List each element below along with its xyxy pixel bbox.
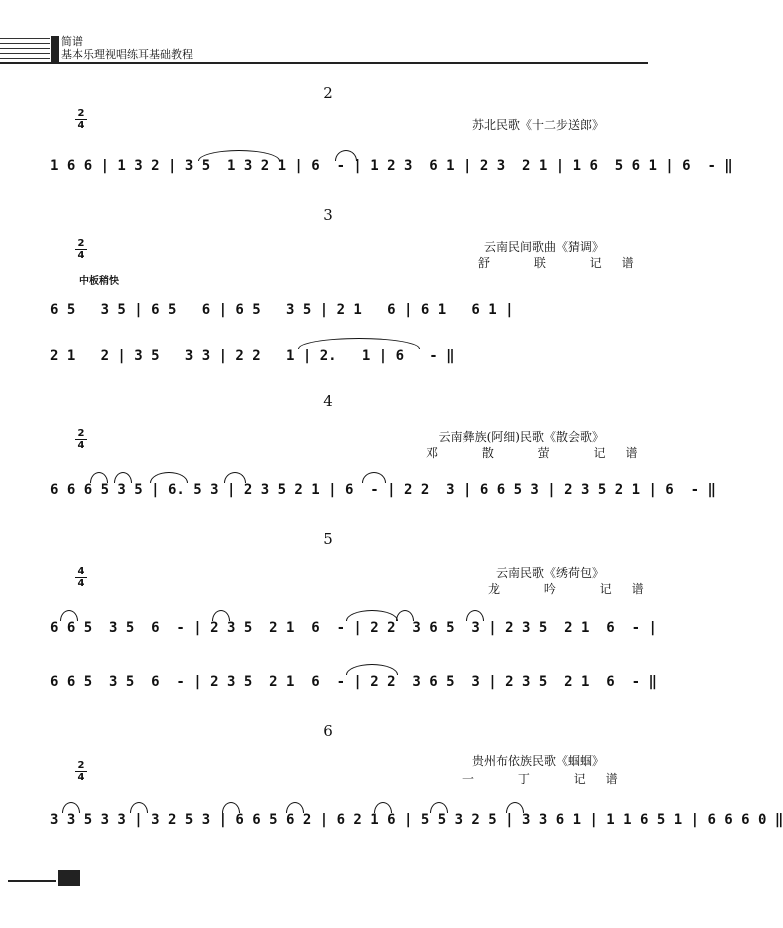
slur [150, 472, 188, 483]
time-signature: 2 4 [75, 760, 87, 783]
slur [335, 150, 357, 161]
slur [224, 472, 246, 483]
time-signature: 2 4 [75, 428, 87, 451]
slur [466, 610, 484, 621]
recorder: 一 丁 记谱 [462, 772, 638, 786]
page-number-block [58, 870, 80, 886]
header-title-1: 简谱 [61, 35, 83, 48]
notes: 6 6 5 3 5 6 - | 2 3 5 2 1 6 - | 2 2 3 6 5 3 | 2 3 5 2 1 6 - | [50, 620, 657, 636]
piece-number: 3 [323, 206, 333, 224]
source-title: 云南彝族(阿细)民歌《散会歌》 [438, 430, 604, 444]
notation-line [50, 338, 600, 382]
notation-line [50, 610, 657, 654]
notation-line [50, 472, 716, 516]
slur [396, 610, 414, 621]
source-title: 苏北民歌《十二步送郎》 [471, 118, 604, 132]
slur [362, 472, 386, 483]
slur [346, 610, 398, 621]
notation-line [50, 148, 733, 192]
notes: 6 6 5 3 5 6 - | 2 3 5 2 1 6 - | 2 2 3 6 5 3 | 2 3 5 2 1 6 - ‖ [50, 674, 657, 690]
slur [198, 150, 280, 161]
source-title: 贵州布依族民歌《蝈蝈》 [471, 754, 604, 768]
piece-number: 5 [323, 530, 333, 548]
slur [212, 610, 230, 621]
header-line [0, 48, 50, 49]
header-block [51, 36, 59, 62]
source-title: 云南民间歌曲《猜调》 [483, 240, 604, 254]
header-line [0, 38, 50, 39]
recorder: 邓 散 萤 记谱 [426, 446, 658, 460]
header-line [0, 53, 50, 54]
slur [430, 802, 448, 813]
piece-number: 2 [323, 84, 333, 102]
notation-line [50, 664, 657, 708]
source-title: 云南民歌《绣荷包》 [495, 566, 604, 580]
slur [346, 664, 398, 675]
header-line [0, 43, 50, 44]
time-signature: 2 4 [75, 108, 87, 131]
slur [506, 802, 524, 813]
slur [286, 802, 304, 813]
recorder: 舒 联 记谱 [478, 256, 654, 270]
tempo-marking: 中板稍快 [79, 276, 119, 287]
slur [60, 610, 78, 621]
header-title-2: 基本乐理视唱练耳基础教程 [61, 48, 193, 61]
time-signature: 2 4 [75, 238, 87, 261]
slur [130, 802, 148, 813]
footer-rule [8, 880, 56, 882]
notes: 3 3 5 3 3 | 3 2 5 3 | 6 6 5 6 2 | 6 2 1 6 | 5 5 3 2 5 | 3 3 6 1 | 1 1 6 5 1 | 6 6 6 0 ‖ [50, 812, 783, 828]
notes: 1 6 6 | 1 3 2 | 3 5 1 3 2 1 | 6 - | 1 2 3 6 1 | 2 3 2 1 | 1 6 5 6 1 | 6 - ‖ [50, 158, 733, 174]
notes: 2 1 2 | 3 5 3 3 | 2 2 1 | 2. 1 | 6 - ‖ [50, 348, 455, 364]
slur [374, 802, 392, 813]
slur [222, 802, 240, 813]
notation-line [50, 292, 600, 336]
header-rule-top [0, 62, 648, 64]
header-line [0, 58, 50, 59]
notes: 6 6 6 5 3 5 | 6. 5 3 | 2 3 5 2 1 | 6 - | 2 2 3 | 6 6 5 3 | 2 3 5 2 1 | 6 - ‖ [50, 482, 716, 498]
slur [298, 338, 420, 349]
time-signature: 4 4 [75, 566, 87, 589]
piece-number: 4 [323, 392, 333, 410]
piece-number: 6 [323, 722, 333, 740]
slur [114, 472, 132, 483]
recorder: 龙 吟 记谱 [488, 582, 664, 596]
slur [90, 472, 108, 483]
slur [62, 802, 80, 813]
notation-line [50, 802, 783, 846]
notes: 6 5 3 5 | 6 5 6 | 6 5 3 5 | 2 1 6 | 6 1 6 1 | [50, 302, 514, 318]
